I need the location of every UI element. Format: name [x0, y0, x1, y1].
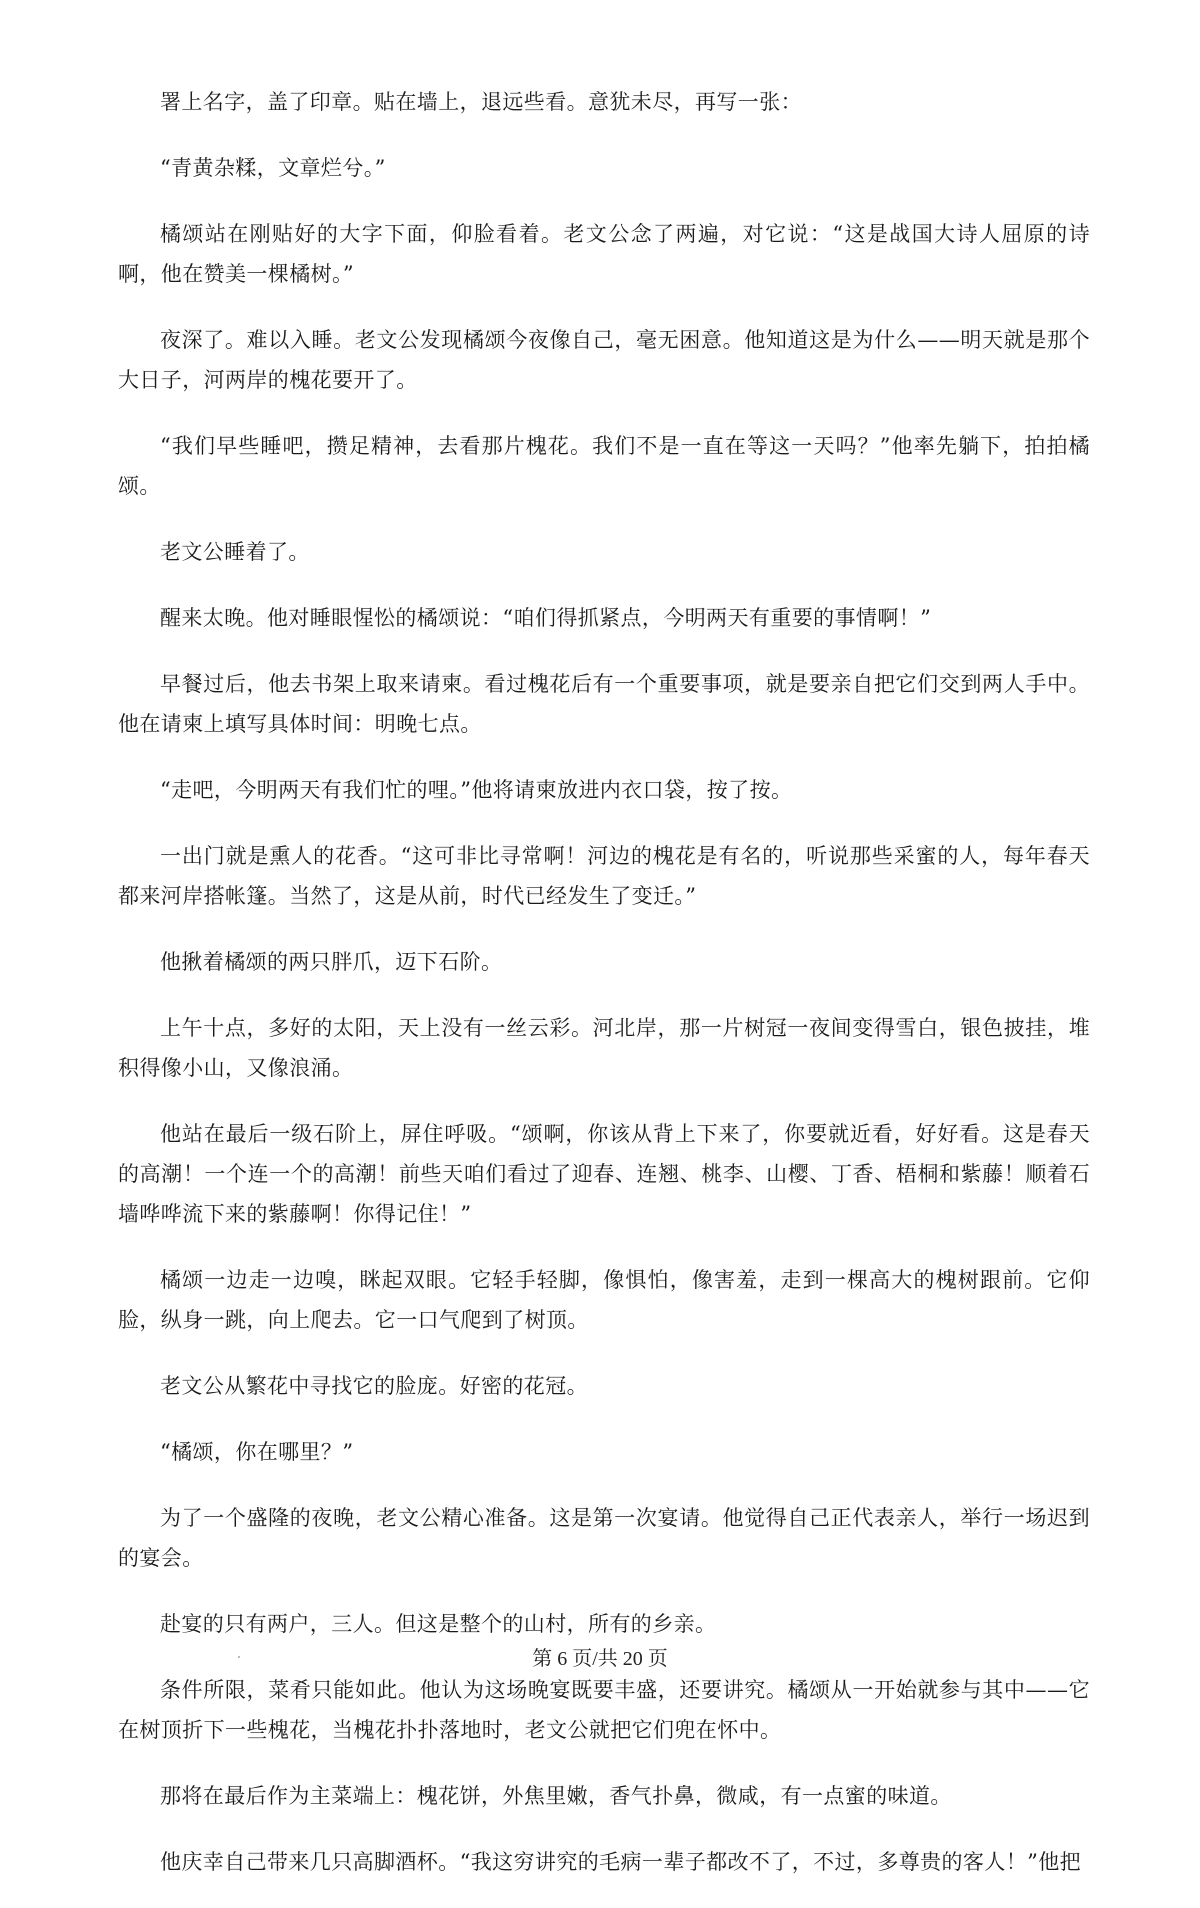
paragraph: “我们早些睡吧，攒足精神，去看那片槐花。我们不是一直在等这一天吗？”他率先躺下，拍拍橘颂。 [118, 434, 1090, 498]
paragraph: “走吧，今明两天有我们忙的哩。”他将请柬放进内衣口袋，按了按。 [160, 778, 793, 802]
paragraph: 赴宴的只有两户，三人。但这是整个的山村，所有的乡亲。 [160, 1612, 717, 1636]
paragraph: 为了一个盛隆的夜晚，老文公精心准备。这是第一次宴请。他觉得自己正代表亲人，举行一场迟到的宴会。 [118, 1506, 1090, 1570]
paragraph: 他站在最后一级石阶上，屏住呼吸。“颂啊，你该从背上下来了，你要就近看，好好看。这是春天的高潮！一个连一个的高潮！前些天咱们看过了迎春、连翘、桃李、山樱、丁香、梧桐和紫藤！顺着石墙哗哗流下来的紫藤啊！你得记住！” [118, 1122, 1090, 1226]
paragraph: 那将在最后作为主菜端上：槐花饼，外焦里嫩，香气扑鼻，微咸，有一点蜜的味道。 [160, 1784, 952, 1808]
paragraph: “青黄杂糅，文章烂兮。” [160, 156, 386, 180]
paragraph: 早餐过后，他去书架上取来请柬。看过槐花后有一个重要事项，就是要亲自把它们交到两人手中。他在请柬上填写具体时间：明晚七点。 [118, 672, 1090, 736]
article-body [118, 82, 1090, 1908]
paragraph: “橘颂，你在哪里？” [160, 1440, 354, 1464]
paragraph: 他庆幸自己带来几只高脚酒杯。“我这穷讲究的毛病一辈子都改不了，不过，多尊贵的客人！”他把 [160, 1850, 1082, 1874]
paragraph: 橘颂站在刚贴好的大字下面，仰脸看着。老文公念了两遍，对它说：“这是战国大诗人屈原的诗啊，他在赞美一棵橘树。” [118, 222, 1090, 286]
paragraph: 老文公睡着了。 [160, 540, 310, 564]
page-number-footer: 第 6 页/共 20 页 [532, 1648, 668, 1670]
paragraph: 醒来太晚。他对睡眼惺忪的橘颂说：“咱们得抓紧点，今明两天有重要的事情啊！” [160, 606, 932, 630]
paragraph: 上午十点，多好的太阳，天上没有一丝云彩。河北岸，那一片树冠一夜间变得雪白，银色披挂，堆积得像小山，又像浪涌。 [118, 1016, 1090, 1080]
paragraph: 一出门就是熏人的花香。“这可非比寻常啊！河边的槐花是有名的，听说那些采蜜的人，每年春天都来河岸搭帐篷。当然了，这是从前，时代已经发生了变迁。” [118, 844, 1090, 908]
paragraph: 他揪着橘颂的两只胖爪，迈下石阶。 [160, 950, 503, 974]
paragraph: 夜深了。难以入睡。老文公发现橘颂今夜像自己，毫无困意。他知道这是为什么——明天就是那个大日子，河两岸的槐花要开了。 [118, 328, 1090, 392]
paragraph: 条件所限，菜肴只能如此。他认为这场晚宴既要丰盛，还要讲究。橘颂从一开始就参与其中——它在树顶折下一些槐花，当槐花扑扑落地时，老文公就把它们兜在怀中。 [118, 1678, 1090, 1742]
paragraph: 橘颂一边走一边嗅，眯起双眼。它轻手轻脚，像惧怕，像害羞，走到一棵高大的槐树跟前。它仰脸，纵身一跳，向上爬去。它一口气爬到了树顶。 [118, 1268, 1090, 1332]
paragraph: 署上名字，盖了印章。贴在墙上，退远些看。意犹未尽，再写一张： [160, 90, 802, 114]
paragraph: 老文公从繁花中寻找它的脸庞。好密的花冠。 [160, 1374, 588, 1398]
